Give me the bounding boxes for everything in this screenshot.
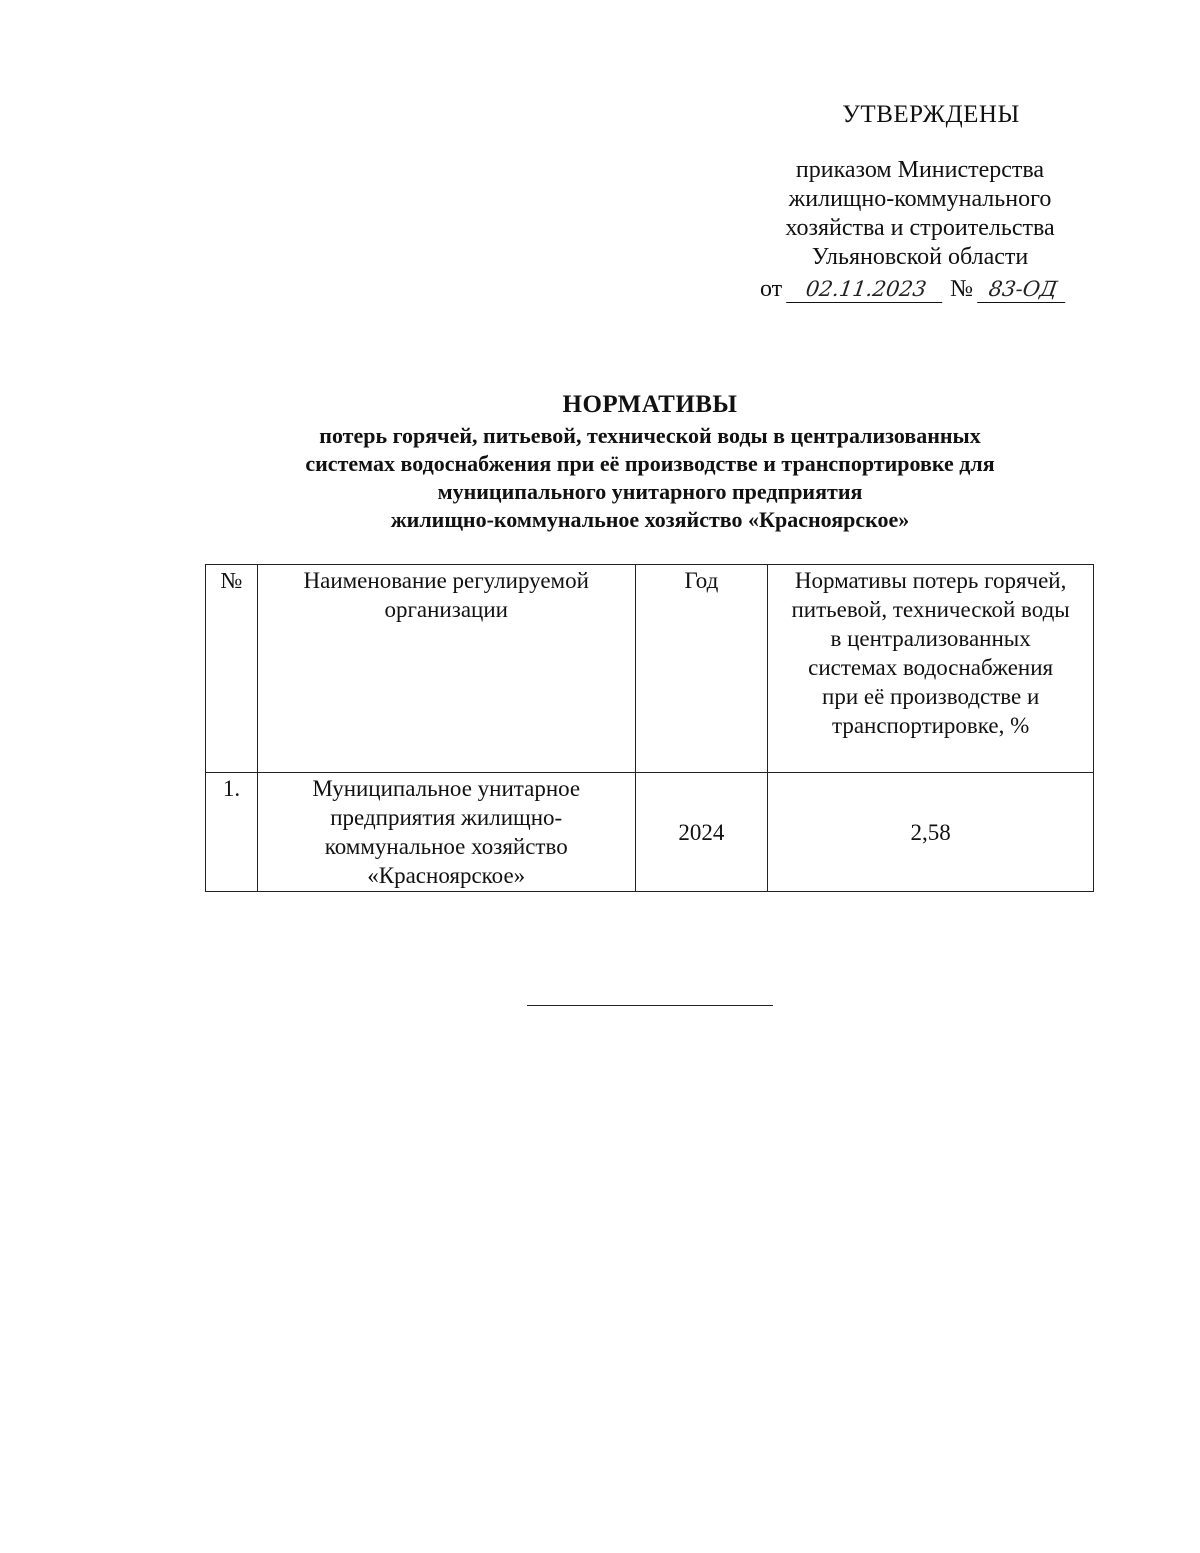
handwritten-date: 02.11.2023: [786, 276, 946, 303]
number-label: №: [950, 276, 974, 302]
document-heading: [200, 388, 1100, 534]
approval-block: [740, 96, 1100, 272]
cell-number: 1.: [206, 773, 258, 892]
approval-line: хозяйства и строительства: [785, 215, 1055, 241]
subtitle-line: потерь горячей, питьевой, технической воды в централизованных: [319, 423, 981, 448]
approved-label: УТВЕРЖДЕНЫ: [842, 101, 1020, 128]
cell-organization: Муниципальное унитарное предприятия жилищно-коммунальное хозяйство «Красноярское»: [257, 773, 635, 892]
header-number: №: [206, 565, 258, 773]
table-row: [206, 773, 1094, 892]
cell-norm: 2,58: [768, 773, 1094, 892]
handwritten-number: 83-ОД: [977, 276, 1069, 303]
subtitle-line: жилищно-коммунальное хозяйство «Красноярское»: [390, 507, 910, 532]
subtitle-line: муниципального унитарного предприятия: [437, 479, 863, 504]
header-organization: Наименование регулируемой организации: [257, 565, 635, 773]
header-norm: Нормативы потерь горячей, питьевой, технической воды в централизованных системах водоснабжения при её производстве и транспортировке, %: [768, 565, 1094, 773]
header-year: Год: [635, 565, 768, 773]
cell-year: 2024: [635, 773, 768, 892]
from-label: от: [760, 276, 783, 302]
table-header-row: [206, 565, 1094, 773]
subtitle-line: системах водоснабжения при её производстве и транспортировке для: [305, 451, 995, 476]
approval-line: приказом Министерства: [795, 157, 1045, 183]
norms-table: [205, 564, 1094, 892]
order-date-number: [760, 274, 1067, 304]
document-title: НОРМАТИВЫ: [562, 391, 738, 418]
document-subtitle: [200, 422, 1100, 534]
approval-line: жилищно-коммунального: [788, 186, 1052, 212]
approval-line: Ульяновской области: [811, 244, 1029, 270]
end-rule: [527, 1005, 773, 1006]
approval-lines: [740, 156, 1100, 272]
